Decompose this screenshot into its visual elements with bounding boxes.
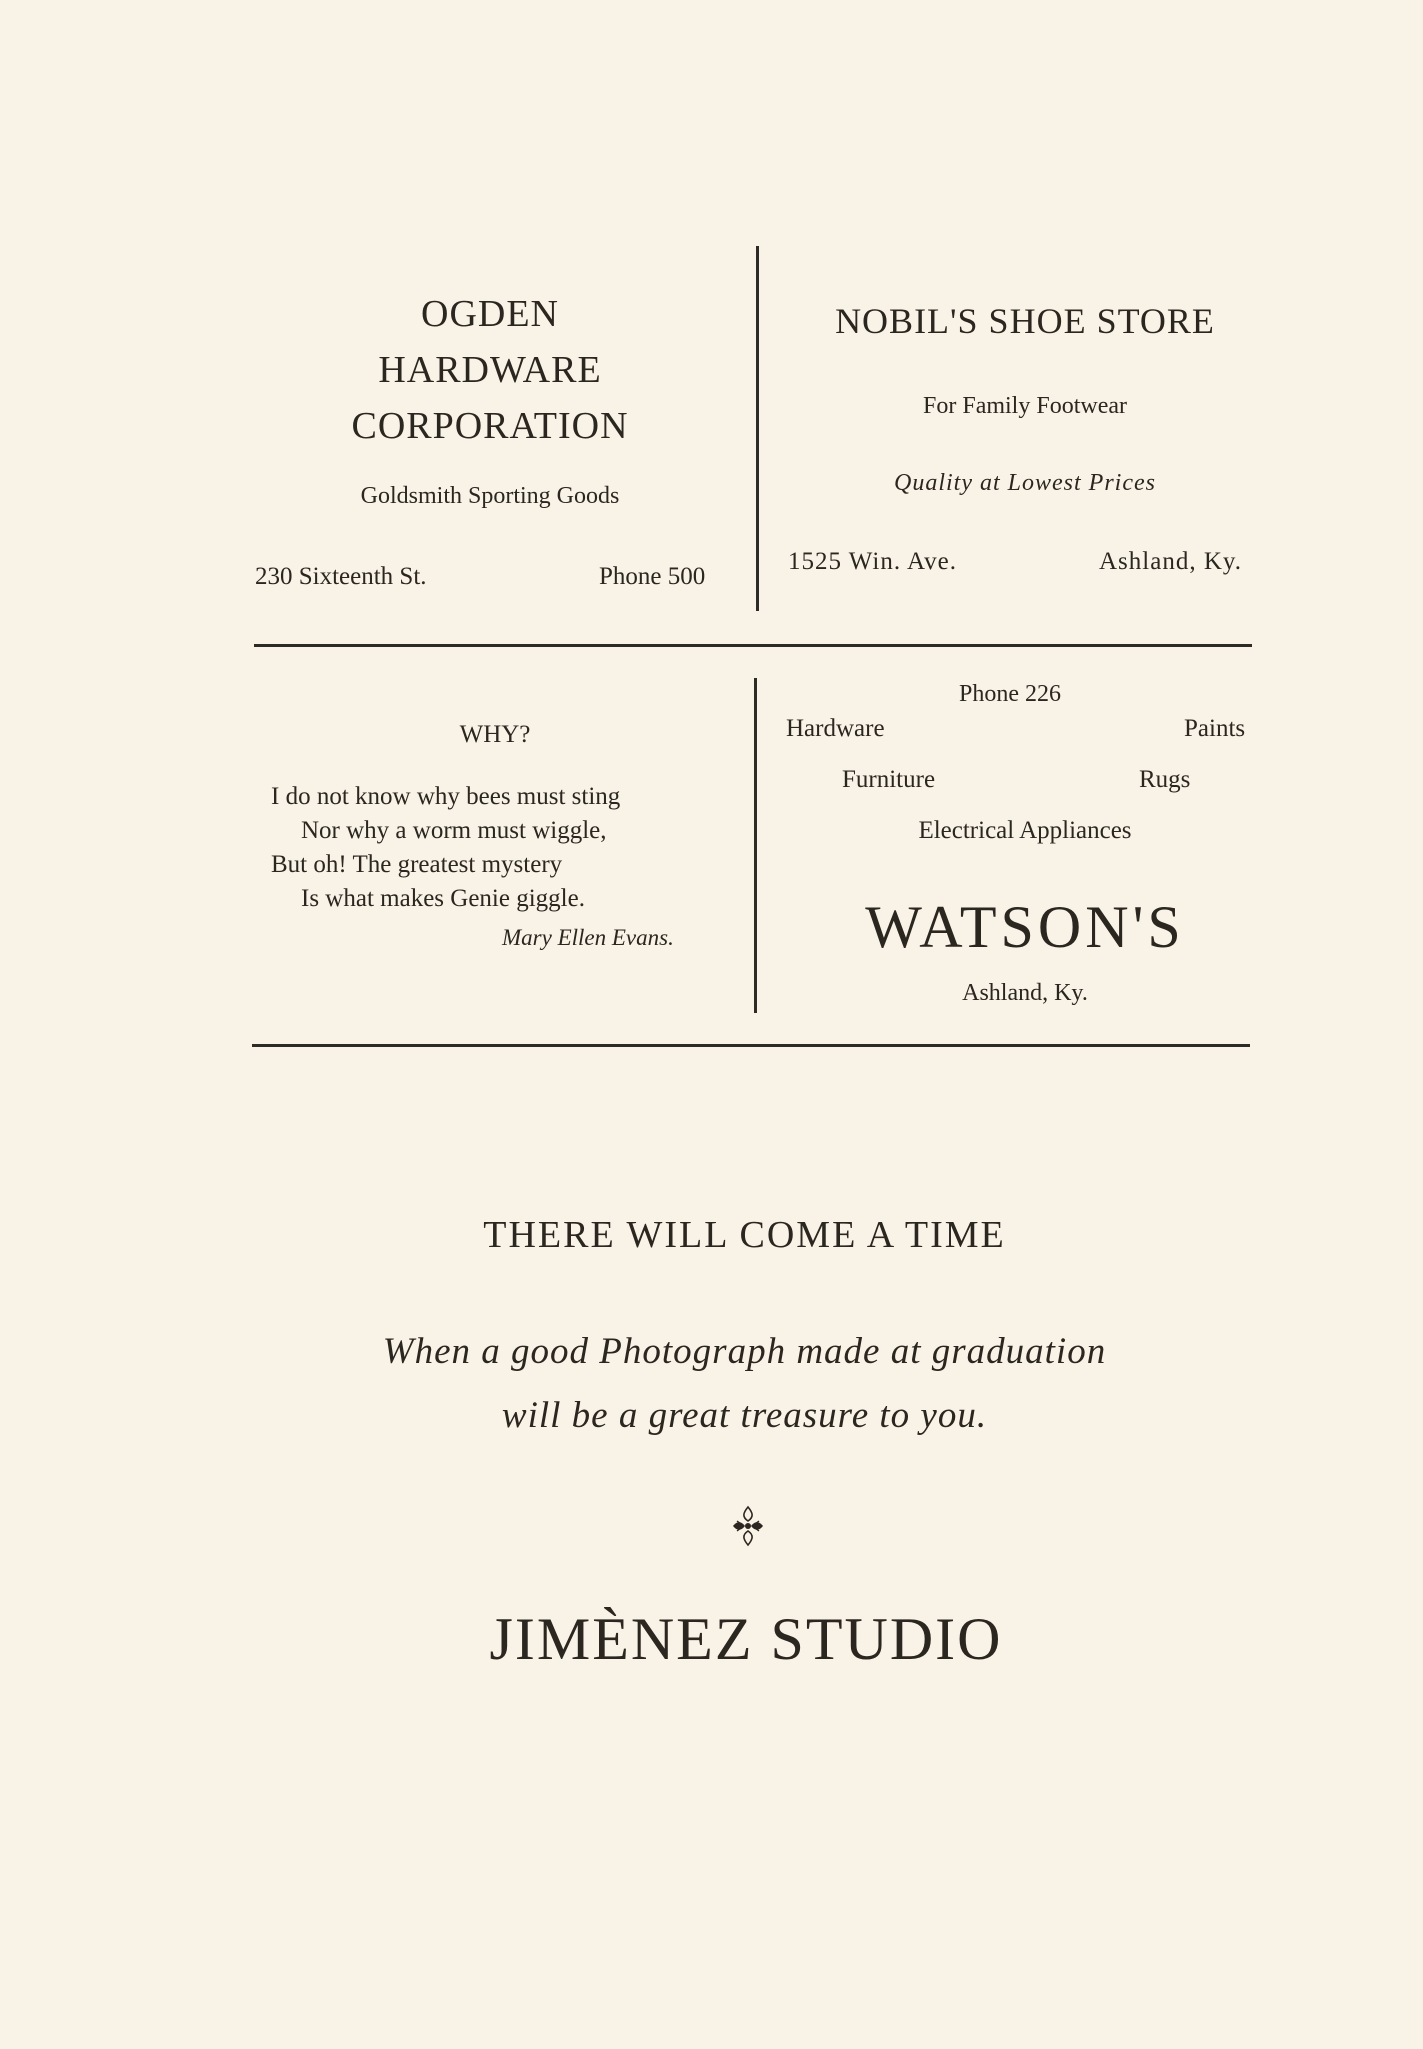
ogden-name-line-2: HARDWARE — [378, 349, 602, 391]
watsons-item-paints: Paints — [1184, 715, 1246, 742]
ogden-phone: Phone 500 — [599, 563, 706, 590]
poem-author: Mary Ellen Evans. — [502, 925, 674, 950]
nobil-slogan: Quality at Lowest Prices — [894, 470, 1156, 496]
poem-line: Nor why a worm must wiggle, — [301, 817, 607, 844]
horizontal-divider-lower — [252, 1044, 1250, 1047]
nobil-city: Ashland, Ky. — [1099, 548, 1243, 575]
watsons-store-name: WATSON'S — [865, 894, 1185, 960]
ornament-icon — [727, 1505, 769, 1547]
nobil-store-name: NOBIL'S SHOE STORE — [835, 301, 1215, 341]
watsons-phone: Phone 226 — [959, 681, 1061, 707]
nobil-address: 1525 Win. Ave. — [788, 548, 958, 575]
vertical-divider-bottom — [754, 678, 757, 1013]
jimenez-studio-name: JIMÈNEZ STUDIO — [489, 1606, 1003, 1672]
ogden-company-name — [250, 286, 730, 454]
ogden-address: 230 Sixteenth St. — [255, 563, 427, 590]
watsons-item-hardware: Hardware — [786, 715, 885, 742]
watsons-item-electrical: Electrical Appliances — [918, 817, 1132, 844]
vertical-divider-top — [756, 246, 759, 611]
nobil-tagline: For Family Footwear — [923, 393, 1127, 419]
jimenez-copy-line-1: When a good Photograph made at graduation — [382, 1331, 1107, 1372]
jimenez-copy-line-2: will be a great treasure to you. — [501, 1395, 988, 1436]
ogden-name-line-3: CORPORATION — [351, 405, 629, 447]
poem-line: Is what makes Genie giggle. — [301, 885, 585, 912]
poem-line: But oh! The greatest mystery — [271, 851, 563, 878]
jimenez-headline: THERE WILL COME A TIME — [483, 1214, 1006, 1256]
ogden-tagline: Goldsmith Sporting Goods — [360, 483, 620, 509]
watsons-item-furniture: Furniture — [842, 766, 936, 793]
poem-line: I do not know why bees must sting — [271, 783, 621, 810]
horizontal-divider-middle — [254, 644, 1252, 647]
watsons-city: Ashland, Ky. — [962, 980, 1088, 1006]
ogden-name-line-1: OGDEN — [421, 293, 559, 335]
poem-title: WHY? — [459, 721, 531, 748]
watsons-item-rugs: Rugs — [1139, 766, 1191, 793]
